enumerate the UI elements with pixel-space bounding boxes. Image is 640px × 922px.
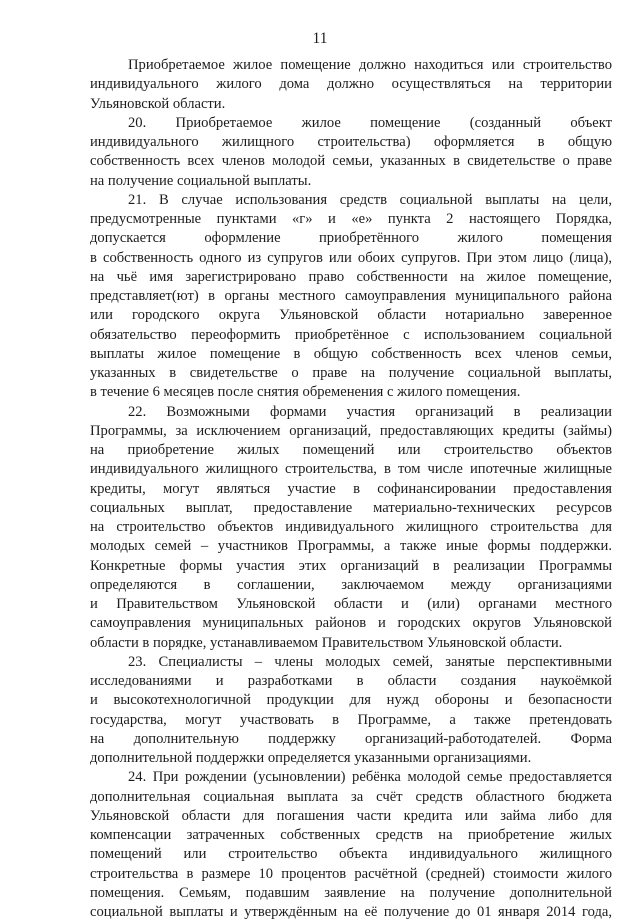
- text-line: 22. Возможными формами участия организаций в реализации: [128, 403, 612, 420]
- text-line: обязательство переоформить приобретённое с использованием социальной: [90, 326, 612, 343]
- text-line: 20. Приобретаемое жилое помещение (созданный объект: [128, 114, 612, 131]
- text-line: индивидуального жилищного строительства) оформляется в общую: [90, 134, 612, 150]
- text-line: области в порядке, устанавливаемом Правительством Ульяновской области.: [90, 634, 563, 651]
- text-line: исследованиями и разработками в области создания наукоёмкой: [90, 673, 612, 689]
- text-line: строительства в размере 10 процентов расчётной (средней) стоимости жилого: [90, 865, 612, 882]
- text-line: указанных в свидетельстве о праве на получение социальной выплаты,: [90, 365, 612, 381]
- text-line: 23. Специалисты – члены молодых семей, занятые перспективными: [128, 653, 612, 670]
- text-line: собственность всех членов молодой семьи, указанных в свидетельстве о праве: [90, 153, 612, 170]
- text-line: выплаты жилое помещение в общую собственность всех членов семьи,: [90, 345, 612, 362]
- text-line: Ульяновской области для погашения части кредита или займа либо для: [90, 807, 612, 824]
- text-line: в течение 6 месяцев после снятия обременения с жилого помещения.: [90, 384, 521, 401]
- text-line: Конкретные формы участия этих организаций в реализации Программы: [90, 557, 612, 574]
- document-body: [90, 56, 612, 922]
- text-line: дополнительной поддержки определяется указанными организациями.: [90, 750, 532, 766]
- text-line: на дополнительную поддержку организаций-работодателей. Форма: [90, 730, 612, 747]
- text-line: на чьё имя зарегистрировано право собственности на жилое помещение,: [90, 268, 612, 285]
- text-line: на приобретение жилых помещений или строительство объектов: [90, 442, 612, 458]
- text-line: и высокотехнологичной продукции для нужд обороны и безопасности: [90, 692, 612, 709]
- page-number: 11: [312, 30, 328, 47]
- text-line: молодых семей – участников Программы, а также иные формы поддержки.: [90, 538, 612, 555]
- text-line: дополнительная социальная выплата за счёт средств областного бюджета: [90, 788, 612, 805]
- text-line: 21. В случае использования средств социальной выплаты на цели,: [128, 191, 612, 208]
- text-line: самоуправления муниципальных районов и городских округов Ульяновской: [90, 615, 612, 632]
- text-line: Приобретаемое жилое помещение должно находиться или строительство: [128, 57, 612, 73]
- text-line: социальной выплаты и утверждённым на её получение до 01 января 2014 года,: [90, 904, 612, 920]
- text-line: помещения. Семьям, подавшим заявление на получение дополнительной: [90, 884, 612, 901]
- text-line: индивидуального жилого дома должно осуществляться на территории: [90, 76, 612, 93]
- text-line: Программы, за исключением организаций, предоставляющих кредиты (займы): [90, 422, 612, 439]
- text-line: Ульяновской области.: [90, 95, 226, 112]
- text-line: допускается оформление приобретённого жилого помещения: [90, 230, 612, 247]
- text-line: представляет(ют) в органы местного самоуправления муниципального района: [90, 288, 612, 304]
- text-line: на получение социальной выплаты.: [90, 172, 312, 189]
- text-line: 24. При рождении (усыновлении) ребёнка молодой семье предоставляется: [128, 769, 612, 786]
- text-line: или городского округа Ульяновской области нотариально заверенное: [90, 307, 612, 324]
- text-line: определяются в соглашении, заключаемом между организациями: [90, 576, 612, 593]
- text-line: и Правительством Ульяновской области и (или) органами местного: [90, 596, 612, 612]
- text-line: индивидуального жилищного строительства, в том числе ипотечные жилищные: [90, 461, 612, 478]
- text-line: на строительство объектов индивидуального жилищного строительства для: [90, 519, 612, 535]
- text-line: помещений или строительство объекта индивидуального жилищного: [90, 846, 612, 863]
- text-line: государства, могут участвовать в Программе, а также претендовать: [90, 711, 612, 728]
- text-line: предусмотренные пунктами «г» и «е» пункта 2 настоящего Порядка,: [90, 211, 612, 227]
- text-line: кредиты, могут являться участие в софинансировании предоставления: [90, 480, 612, 497]
- text-line: социальных выплат, предоставление материально-технических ресурсов: [90, 499, 612, 516]
- text-line: компенсации затраченных собственных средств на приобретение жилых: [90, 827, 612, 843]
- text-line: в собственность одного из супругов или обоих супругов. При этом лицо (лица),: [90, 249, 612, 266]
